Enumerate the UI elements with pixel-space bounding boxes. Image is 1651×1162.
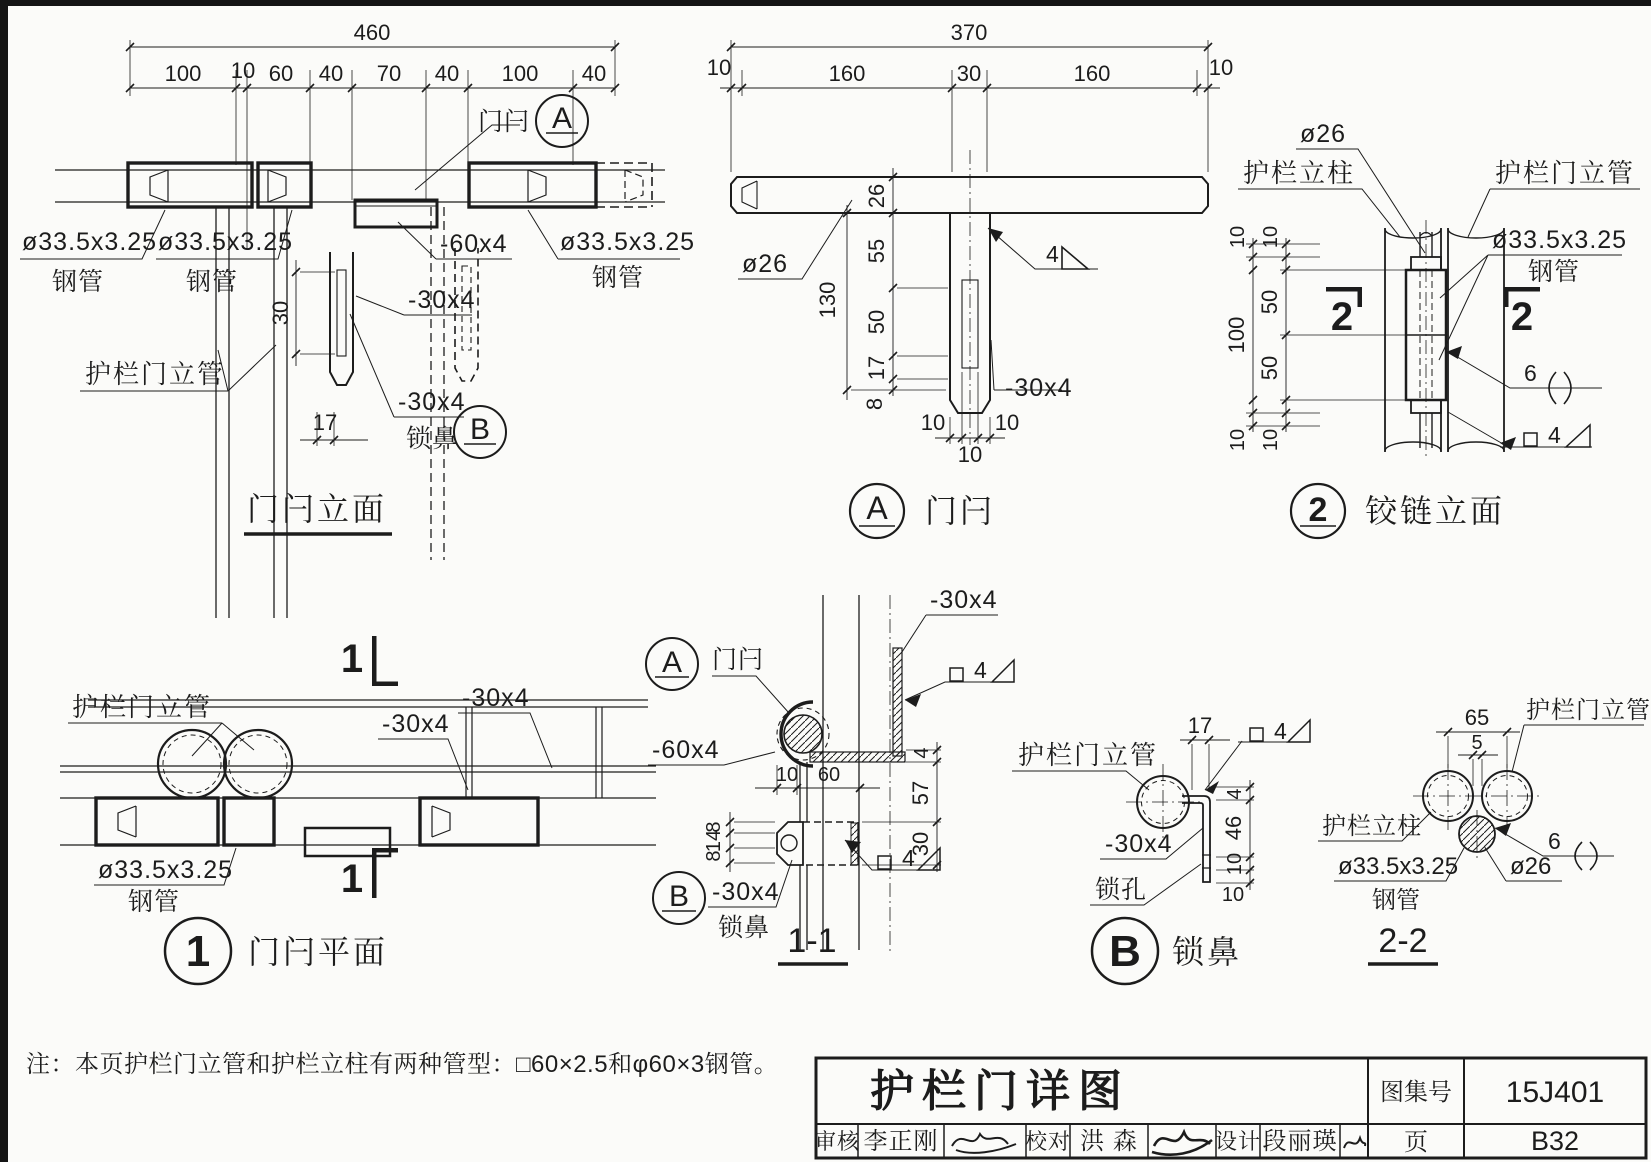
flat-30x4-label: -30x4 xyxy=(930,586,998,614)
page-label: 页 xyxy=(1404,1129,1428,1156)
gate-post-label: 护栏门立管 xyxy=(1526,697,1651,724)
caption-sec22: 2-2 xyxy=(1378,922,1428,960)
dia26-label: ø26 xyxy=(742,250,789,278)
pipe-spec-label: ø33.5x3.25 xyxy=(1338,853,1459,880)
flat-30x4-plate xyxy=(893,648,902,756)
pipe-sleeve-plan xyxy=(224,798,274,845)
section-mark-2: 2 xyxy=(1330,295,1354,339)
hinge-caption-num: 2 xyxy=(1308,491,1328,529)
dia26-label: ø26 xyxy=(1300,120,1347,148)
flat-60x4-label: -60x4 xyxy=(652,736,720,764)
dim-b: 10 xyxy=(1260,428,1282,452)
plan-caption-title: 门闩平面 xyxy=(248,934,389,970)
weld-size: 4 xyxy=(1548,422,1561,448)
pipe-spec-label: ø33.5x3.25 xyxy=(98,856,234,884)
weld-size: 6 xyxy=(1548,828,1561,854)
pipe-spec-label: ø33.5x3.25 xyxy=(560,228,696,256)
flat-30x4-label: -30x4 xyxy=(462,684,530,712)
lock-nose-plate xyxy=(1182,796,1210,882)
dim-v: 55 xyxy=(864,238,889,264)
dim-seg: 10 xyxy=(230,58,256,83)
dim-top: 17 xyxy=(1187,713,1213,738)
flat-30x4-label: -30x4 xyxy=(382,710,450,738)
dim-seg: 100 xyxy=(501,61,539,86)
fillet-weld-icon xyxy=(1288,720,1310,742)
detail-marker-b: B xyxy=(469,413,491,446)
dim-right: 4 xyxy=(1224,788,1246,800)
detail-a-caption-title: 门闩 xyxy=(925,493,996,529)
detail-b-caption-letter: B xyxy=(1109,927,1141,976)
square-weld-icon xyxy=(950,668,963,681)
dim-slot: 30 xyxy=(268,300,293,326)
flat-30x4-label: -30x4 xyxy=(1005,374,1073,402)
dim-right: 10 xyxy=(1221,884,1245,906)
dim-seg: 40 xyxy=(581,61,607,86)
plan-texts xyxy=(72,637,530,976)
dim-right: 57 xyxy=(908,780,933,806)
steel-pipe-label: 钢管 xyxy=(186,268,239,296)
steel-pipe-label: 钢管 xyxy=(592,264,645,292)
dim-seg: 60 xyxy=(268,61,294,86)
page-border-top xyxy=(0,0,1651,6)
dim-s: 50 xyxy=(1257,355,1282,381)
sheet-note: 注：本页护栏门立管和护栏立柱有两种管型：□60×2.5和φ60×3钢管。 xyxy=(26,1051,779,1078)
dim-b: 10 xyxy=(1227,428,1249,452)
dim-side: 10 xyxy=(706,55,732,80)
dim-right: 30 xyxy=(908,831,933,857)
signature-icon xyxy=(1344,1138,1365,1148)
weld-size: 4 xyxy=(1274,718,1287,744)
weld-arrow-icon xyxy=(1495,823,1511,836)
hinge-drawing xyxy=(1238,149,1640,538)
plan-caption-num: 1 xyxy=(185,927,211,976)
bolt-rod xyxy=(731,177,1208,213)
dim-plate: 10 xyxy=(957,442,983,467)
dim-v: 17 xyxy=(864,355,889,381)
caption-sec11: 1-1 xyxy=(787,922,837,960)
sheet-title: 护栏门详图 xyxy=(870,1067,1130,1116)
gate-post-label: 护栏门立管 xyxy=(1495,158,1636,188)
dim-spread: 65 xyxy=(1464,705,1490,730)
fillet-weld-icon xyxy=(1566,425,1590,447)
dim-seg: 40 xyxy=(434,61,460,86)
lock-hole-label: 锁孔 xyxy=(1095,876,1148,904)
dim-right: 4 xyxy=(911,747,933,759)
dim-h: 60 xyxy=(817,764,841,786)
dim-seg: 160 xyxy=(828,61,866,86)
detail-b-caption-title: 锁鼻 xyxy=(1172,934,1243,970)
designer-name: 段丽瑛 xyxy=(1262,1128,1338,1155)
square-weld-icon xyxy=(1250,728,1263,741)
pipe-spec-label: ø33.5x3.25 xyxy=(158,228,294,256)
flat-30x4-label: -30x4 xyxy=(712,878,780,906)
gate-post-section xyxy=(224,730,292,798)
dim-v: 50 xyxy=(864,309,889,335)
flat-60x4-plate xyxy=(810,752,905,762)
pipe-sleeve-plan xyxy=(420,798,538,845)
design-label: 设计 xyxy=(1214,1129,1262,1154)
steel-pipe-label: 钢管 xyxy=(1372,887,1420,914)
dim-left: 8 xyxy=(703,821,725,833)
atlas-number: 15J401 xyxy=(1505,1076,1605,1109)
pipe-sleeve-plan xyxy=(96,798,218,845)
elevation-drawing xyxy=(20,40,680,618)
section-2-2-drawing xyxy=(1318,725,1644,964)
dim-offset: 17 xyxy=(312,410,338,435)
detail-a-caption-letter: A xyxy=(866,490,888,526)
weld-size: 4 xyxy=(974,657,987,683)
plan-drawing xyxy=(60,636,656,984)
steel-pipe-label: 钢管 xyxy=(128,888,181,916)
steel-pipe-label: 钢管 xyxy=(52,268,105,296)
steel-pipe-label: 钢管 xyxy=(1528,258,1581,286)
dim-gap: 5 xyxy=(1471,732,1483,754)
section-mark-2: 2 xyxy=(1510,295,1534,339)
hinge-caption-title: 铰链立面 xyxy=(1365,493,1506,529)
dim-v: 8 xyxy=(862,397,887,411)
review-label: 审核 xyxy=(813,1129,861,1154)
section-mark-1: 1 xyxy=(340,637,364,681)
check-label: 校对 xyxy=(1024,1129,1072,1154)
dim-h: 10 xyxy=(775,764,799,786)
bolt-label: 门闩 xyxy=(478,108,531,136)
dim-overall: 100 xyxy=(1224,316,1249,354)
reviewer-name: 李正刚 xyxy=(863,1128,939,1155)
lock-nose-label: 锁鼻 xyxy=(718,914,771,942)
rail-post-label: 护栏立柱 xyxy=(1322,813,1422,840)
dim-overall: 130 xyxy=(815,281,840,319)
signature-icon xyxy=(952,1134,1016,1153)
gate-post-label: 护栏门立管 xyxy=(85,359,226,389)
checker-name: 洪 森 xyxy=(1080,1128,1138,1155)
detail-marker-a: A xyxy=(661,646,683,679)
detail-marker-b: B xyxy=(668,880,690,913)
lock-nose-label: 锁鼻 xyxy=(406,425,459,453)
bolt-label: 门闩 xyxy=(712,646,765,674)
page-border-left xyxy=(0,0,8,1162)
signature-icon xyxy=(1152,1132,1212,1155)
fillet-weld-icon xyxy=(992,660,1014,682)
bolt-bar xyxy=(355,200,437,227)
square-weld-icon xyxy=(1524,433,1537,446)
rail-post-label: 护栏立柱 xyxy=(1243,158,1356,188)
dim-left: 14 xyxy=(703,829,725,853)
gate-post-label: 护栏门立管 xyxy=(1018,740,1159,770)
pipe-spec-label: ø33.5x3.25 xyxy=(22,228,158,256)
elevation-texts xyxy=(22,20,695,527)
fillet-weld-icon xyxy=(1062,247,1088,269)
dim-right: 46 xyxy=(1221,815,1246,841)
caption-elevation: 门闩立面 xyxy=(247,491,388,527)
section-mark-1: 1 xyxy=(340,857,364,901)
flat-60x4-label: -60x4 xyxy=(440,230,508,258)
dim-seg: 70 xyxy=(376,61,402,86)
atlas-label: 图集号 xyxy=(1380,1079,1452,1106)
weld-size: 4 xyxy=(902,845,915,871)
pipe-section-circle xyxy=(784,715,822,753)
dim-right: 10 xyxy=(1224,852,1246,876)
flat-30x4-label: -30x4 xyxy=(1105,830,1173,858)
dia26-label: ø26 xyxy=(1510,853,1552,880)
square-weld-icon xyxy=(878,856,891,869)
dim-t: 10 xyxy=(1260,225,1282,249)
dim-seg: 160 xyxy=(1073,61,1111,86)
dim-t: 10 xyxy=(1227,225,1249,249)
flat-30x4-label: -30x4 xyxy=(398,388,466,416)
dim-total: 370 xyxy=(950,20,988,45)
flat-30x4-label: -30x4 xyxy=(408,286,476,314)
gate-post-section xyxy=(158,730,226,798)
weld-size: 4 xyxy=(1046,241,1059,267)
dim-s: 50 xyxy=(1257,289,1282,315)
detail-marker-a: A xyxy=(551,102,573,135)
gate-post-label: 护栏门立管 xyxy=(72,692,213,722)
page-number: B32 xyxy=(1530,1126,1580,1156)
dim-bar: 26 xyxy=(864,183,889,209)
dim-seg: 40 xyxy=(318,61,344,86)
pipe-spec-label: ø33.5x3.25 xyxy=(1492,226,1628,254)
dim-plate: 10 xyxy=(994,410,1020,435)
dim-total: 460 xyxy=(353,20,391,45)
weld-size: 6 xyxy=(1524,360,1537,386)
detail-b-texts xyxy=(1018,713,1287,976)
dim-seg: 30 xyxy=(956,61,982,86)
dim-plate: 10 xyxy=(920,410,946,435)
dim-left: 8 xyxy=(703,850,725,862)
dim-seg: 100 xyxy=(164,61,202,86)
dim-side: 10 xyxy=(1208,55,1234,80)
